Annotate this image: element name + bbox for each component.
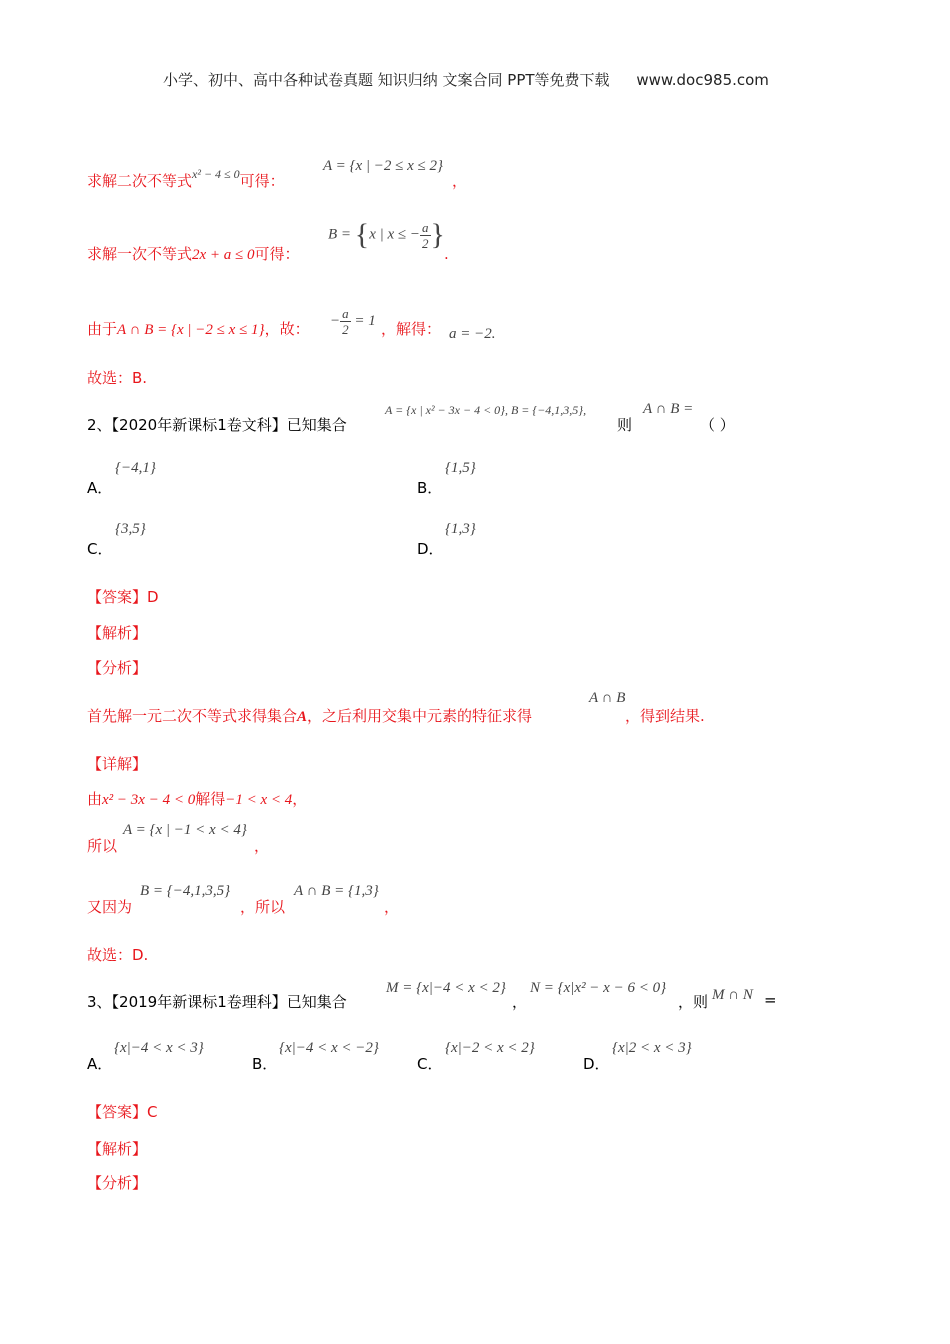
text-segment: ，则 [678,993,709,1011]
answer-paren: （ ） [700,416,735,434]
question-number: 3、 [87,993,112,1011]
set-b-result: B = {−4,1,3,5} [140,883,231,899]
set-b-expression [328,218,445,252]
answer-expression [449,326,496,343]
line-end: ， [254,837,270,855]
text-segment: ，得到结果. [625,707,705,725]
option-d-value: {x|2 < x < 3} [612,1040,692,1056]
detail-heading: 【详解】 [87,755,148,773]
option-label: D． [583,1055,610,1073]
option-a-value: {−4,1} [115,460,156,476]
analysis-subheading: 【分析】 [87,1174,148,1192]
line-end: ， [452,172,468,190]
question-2-sets: A = {x | x² − 3x − 4 < 0}, B = {−4,1,3,5}, [385,403,587,417]
option-label: C． [417,1055,443,1073]
question-source: 【2019年新课标1卷理科】 [111,993,287,1011]
question-text: 已知集合 [286,416,347,434]
question-2-stem [87,414,347,435]
fraction-numerator: a [422,219,429,235]
option-c[interactable] [417,1053,442,1074]
option-a[interactable] [87,477,112,498]
math-expression: −1 < x < 4 [225,792,293,808]
fraction-equation [330,306,376,337]
set-a-result: A = {x | −1 < x < 4} [123,822,247,838]
solution-line-2 [87,243,300,264]
text-segment: 可得： [239,172,285,190]
intersection-expression: A ∩ B [589,690,626,706]
text-segment: ，所以 [240,898,286,916]
line-end: ， [384,898,400,916]
math-segment: x | x ≤ − [369,226,420,243]
option-label: B． [252,1055,278,1073]
math-segment: B = [328,226,352,243]
text-segment: ，故： [264,320,310,338]
option-label: A． [87,479,113,497]
option-a[interactable] [87,1053,112,1074]
detail-line-2 [87,835,117,856]
detail-line-3 [87,896,132,917]
analysis-subheading: 【分析】 [87,659,148,677]
math-variable: A [297,709,308,725]
brace-open: { [354,218,370,251]
text-segment: ， [512,993,528,1011]
text-segment: ，之后利用交集中元素的特征求得 [307,707,533,725]
math-expression: A ∩ B = {x | −2 ≤ x ≤ 1} [117,322,265,338]
text-segment: ，解得： [381,320,442,338]
solution-line-1 [87,167,285,191]
answer-label: 【答案】D [87,588,159,606]
option-b[interactable] [252,1053,277,1074]
set-m: M = {x|−4 < x < 2} [386,980,506,996]
option-c[interactable] [87,538,112,559]
fraction [420,220,431,251]
fraction [340,306,351,337]
question-3-stem [87,991,347,1012]
text-segment: 首先解一元二次不等式求得集合 [87,707,298,725]
math-expression: 2x + a ≤ 0 [192,247,255,263]
equals-sign: = [764,991,777,1009]
text-segment: 所以 [87,837,118,855]
line-end: ， [292,790,308,808]
set-a-expression: A = {x | −2 ≤ x ≤ 2} [323,158,444,174]
option-b-value: {1,5} [445,460,476,476]
brace-close: } [430,218,445,251]
text-segment: 解得 [195,790,226,808]
analysis-label: 【解析】 [87,624,148,642]
header-site: www.doc985.com [636,71,769,89]
answer-label: 【答案】C [87,1103,158,1121]
option-label: A． [87,1055,113,1073]
fraction-denominator: 2 [342,322,349,337]
choice-line: 故选：D. [87,946,149,964]
line-end: . [491,326,496,342]
option-d-value: {1,3} [445,521,476,537]
text-segment: 由 [87,790,103,808]
header-text: 小学、初中、高中各种试卷真题 知识归纳 文案合同 PPT等免费下载 [163,71,610,89]
text-segment: 又因为 [87,898,133,916]
option-c-value: {3,5} [115,521,146,537]
question-source: 【2020年新课标1卷文科】 [111,416,287,434]
intersection-expression: A ∩ B = [643,401,694,417]
option-d[interactable] [583,1053,610,1074]
question-text: 已知集合 [286,993,347,1011]
line-end: . [444,245,449,263]
option-d[interactable] [417,538,444,559]
text-segment: 求解二次不等式 [87,172,193,190]
question-number: 2、 [87,416,112,434]
math-segment: = 1 [354,312,376,329]
text-segment: 由于 [87,320,118,338]
detail-line-1 [87,788,307,809]
page-header [163,69,769,90]
option-label: B． [417,479,443,497]
intersection-expression: M ∩ N [712,987,753,1003]
option-b-value: {x|−4 < x < −2} [279,1040,379,1056]
analysis-text [87,705,532,726]
text-segment: 求解一次不等式 [87,245,193,263]
analysis-label: 【解析】 [87,1140,148,1158]
option-c-value: {x|−2 < x < 2} [445,1040,535,1056]
option-label: D． [417,540,444,558]
choice-line: 故选：B. [87,369,148,387]
intersection-result: A ∩ B = {1,3} [294,883,379,899]
option-label: C． [87,540,113,558]
solution-line-3 [87,318,310,339]
option-a-value: {x|−4 < x < 3} [114,1040,204,1056]
set-n: N = {x|x² − x − 6 < 0} [530,980,667,996]
fraction-denominator: 2 [422,235,429,251]
math-segment: − [330,312,341,329]
question-text: 则 [617,416,633,434]
math-expression: x² − 3x − 4 < 0 [102,792,196,808]
math-segment: a = −2 [449,326,492,342]
option-b[interactable] [417,477,442,498]
text-segment: 可得： [254,245,300,263]
fraction-numerator: a [342,306,349,321]
math-expression: x² − 4 ≤ 0 [192,167,240,181]
